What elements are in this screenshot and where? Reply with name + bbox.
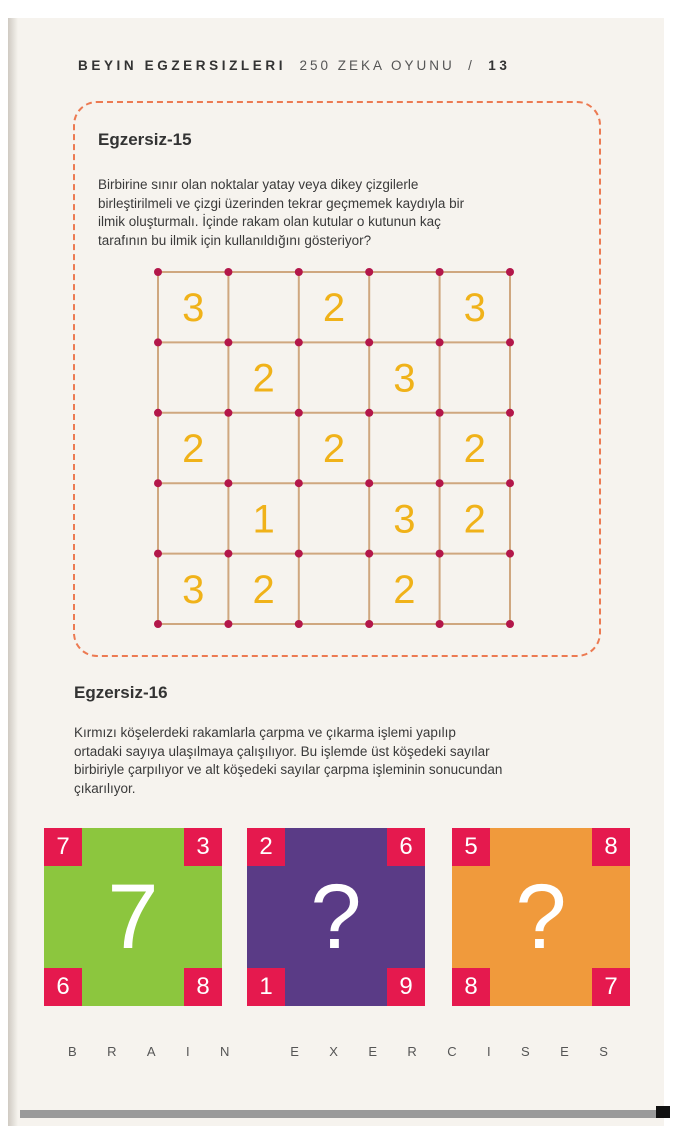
square-center: ? — [515, 866, 567, 968]
grid-dot — [436, 409, 444, 417]
corner-top-left: 2 — [247, 828, 285, 866]
grid-dot — [506, 550, 514, 558]
square-center: ? — [310, 866, 362, 968]
grid-dot — [365, 338, 373, 346]
footer-letter: R — [407, 1044, 417, 1059]
cell-number: 2 — [322, 427, 346, 471]
page-number: 13 — [488, 58, 511, 73]
grid-dot — [365, 479, 373, 487]
description-line: ortadaki sayıya ulaşılmaya çalışılıyor. Bu işlemde üst köşedeki sayılar — [74, 743, 490, 759]
grid-dot — [365, 550, 373, 558]
header-title: BEYIN EGZERSIZLERI — [78, 58, 287, 73]
grid-dot — [154, 479, 162, 487]
footer-letter: S — [521, 1044, 530, 1059]
cell-number: 2 — [182, 427, 205, 471]
footer-letter: E — [368, 1044, 378, 1059]
number-square-3 — [452, 828, 630, 1006]
grid-dot — [506, 268, 514, 276]
cell-number: 2 — [463, 497, 486, 542]
corner-bottom-right: 7 — [592, 968, 630, 1006]
grid-dot — [506, 338, 514, 346]
cell-number: 3 — [182, 286, 205, 331]
grid-dot — [506, 620, 514, 628]
footer-letter: E — [290, 1044, 299, 1059]
cell-number: 3 — [182, 567, 205, 612]
grid-dot — [224, 550, 232, 558]
exercise-15-description — [98, 176, 464, 250]
grid-dot — [295, 409, 303, 417]
corner-top-right: 3 — [184, 828, 222, 866]
corner-bottom-left: 1 — [247, 968, 285, 1006]
corner-top-right: 8 — [592, 828, 630, 866]
cell-number: 1 — [252, 497, 275, 542]
cell-number: 3 — [393, 497, 416, 542]
cell-number: 2 — [463, 427, 486, 471]
cell-number: 2 — [252, 356, 275, 401]
page-edge-shadow — [20, 1110, 670, 1118]
description-line: çıkarılıyor. — [74, 780, 136, 796]
number-square-2 — [247, 828, 425, 1006]
grid-dot — [365, 620, 373, 628]
grid-dot — [154, 268, 162, 276]
grid-dot — [154, 338, 162, 346]
corner-top-left: 5 — [452, 828, 490, 866]
grid-dot — [224, 620, 232, 628]
header-subtitle: 250 ZEKA OYUNU — [299, 58, 455, 73]
grid-dot — [295, 479, 303, 487]
cell-number: 2 — [252, 567, 275, 612]
running-header — [78, 58, 598, 73]
grid-dot — [436, 550, 444, 558]
corner-top-right: 6 — [387, 828, 425, 866]
grid-dot — [436, 268, 444, 276]
header-separator: / — [468, 58, 475, 73]
grid-dot — [295, 338, 303, 346]
footer-letter: A — [146, 1044, 156, 1059]
corner-bottom-left: 8 — [452, 968, 490, 1006]
grid-dot — [436, 620, 444, 628]
grid-dot — [365, 268, 373, 276]
footer-letter: B — [68, 1044, 77, 1059]
square-center: 7 — [107, 866, 159, 968]
footer-letter: I — [487, 1044, 491, 1059]
cell-number: 3 — [393, 356, 416, 401]
footer-letter: N — [219, 1044, 230, 1059]
cell-number: 3 — [463, 286, 486, 331]
footer-letter: C — [447, 1044, 457, 1059]
grid-dot — [436, 479, 444, 487]
footer-letter: X — [329, 1044, 338, 1059]
grid-dot — [365, 409, 373, 417]
corner-bottom-right: 9 — [387, 968, 425, 1006]
description-line: Kırmızı köşelerdeki rakamlarla çarpma ve çıkarma işlemi yapılıp — [74, 725, 456, 740]
loop-puzzle-grid — [148, 262, 518, 632]
description-line: Birbirine sınır olan noktalar yatay veya dikey çizgilerle — [98, 177, 419, 192]
description-line: ilmik oluşturmalı. İçinde rakam olan kutular o kutunun kaç — [98, 214, 441, 229]
number-square-1 — [44, 828, 222, 1006]
grid-dot — [224, 268, 232, 276]
grid-dot — [224, 409, 232, 417]
running-footer — [68, 1044, 608, 1059]
grid-dot — [295, 620, 303, 628]
grid-dot — [154, 409, 162, 417]
description-line: birbiriyle çarpılıyor ve alt köşedeki sayılar çarpma işleminin sonucundan — [74, 762, 503, 777]
footer-letter: R — [107, 1044, 117, 1059]
grid-dot — [224, 479, 232, 487]
corner-bottom-left: 6 — [44, 968, 82, 1006]
exercise-15-title: Egzersiz-15 — [98, 130, 192, 149]
corner-top-left: 7 — [44, 828, 82, 866]
grid-dot — [295, 268, 303, 276]
exercise-16-description — [74, 724, 502, 798]
footer-letter: E — [560, 1044, 569, 1059]
grid-dot — [436, 338, 444, 346]
cell-number: 2 — [393, 567, 416, 612]
grid-dot — [295, 550, 303, 558]
grid-dot — [154, 620, 162, 628]
footer-letter: I — [185, 1044, 190, 1059]
corner-bottom-right: 8 — [184, 968, 222, 1006]
description-line: tarafının bu ilmik için kullanıldığını gösteriyor? — [98, 232, 372, 248]
cell-number: 2 — [322, 286, 346, 331]
grid-dot — [154, 550, 162, 558]
grid-dot — [224, 338, 232, 346]
exercise-16-title: Egzersiz-16 — [74, 683, 168, 702]
description-line: birleştirilmeli ve çizgi üzerinden tekrar geçmemek kaydıyla bir — [98, 195, 465, 211]
footer-letter: S — [599, 1044, 608, 1059]
grid-dot — [506, 479, 514, 487]
grid-dot — [506, 409, 514, 417]
